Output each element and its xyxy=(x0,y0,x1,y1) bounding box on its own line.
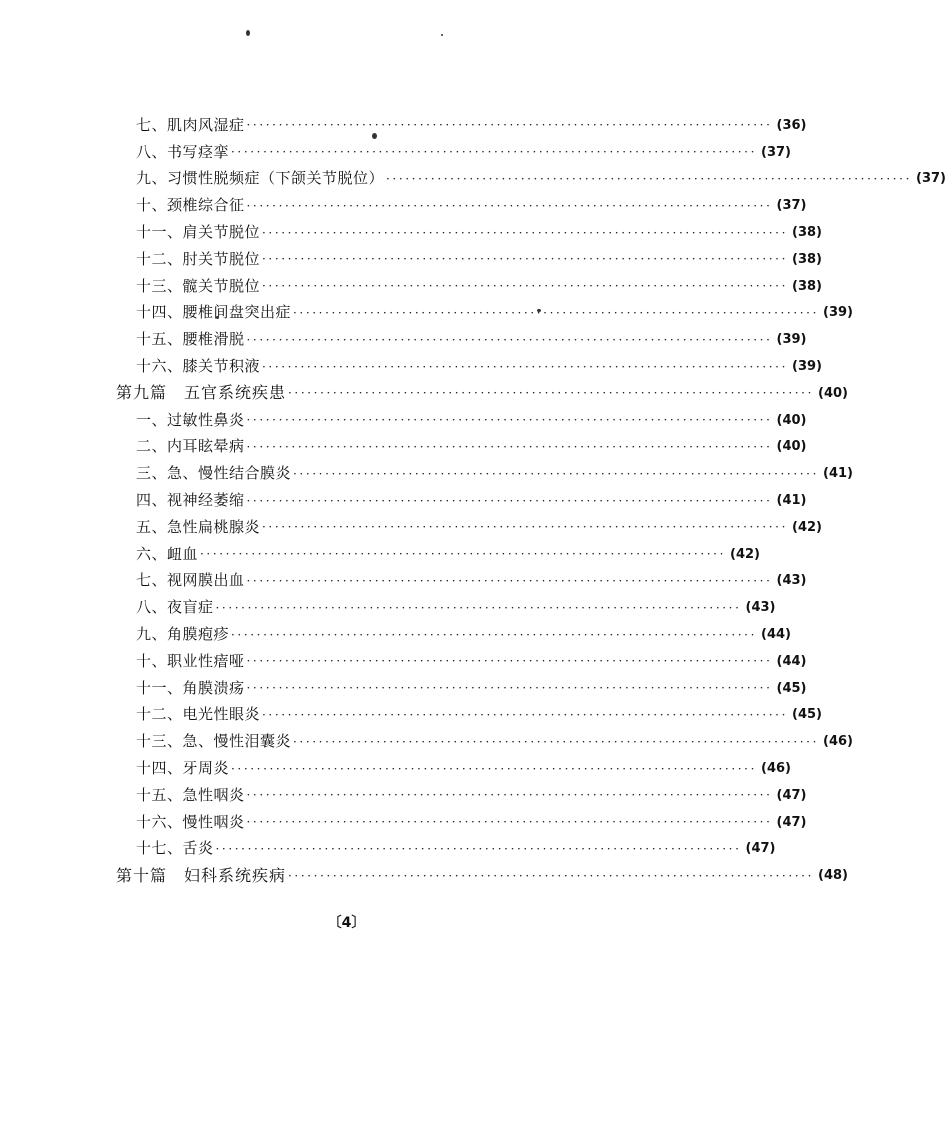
toc-entry-title: 八、书写痉挛 xyxy=(136,142,230,161)
toc-entry-title: 七、肌肉风湿症 xyxy=(136,115,245,134)
toc-entry xyxy=(116,407,807,434)
toc-entry xyxy=(116,648,807,675)
toc-page-number: (47) xyxy=(776,787,807,803)
toc-entry-title: 十三、髋关节脱位 xyxy=(136,276,261,295)
toc-page-number: (41) xyxy=(776,493,807,509)
toc-entry-title: 十四、腰椎间盘突出症 xyxy=(136,303,292,322)
toc-page-number: (38) xyxy=(792,251,822,267)
toc-page-number: (40) xyxy=(818,385,848,401)
toc-leader-dots: ·················································································· xyxy=(246,654,773,669)
toc-entry-title: 十五、急性咽炎 xyxy=(136,785,245,804)
toc-section-heading xyxy=(116,862,848,889)
toc-page-number: (37) xyxy=(776,198,807,214)
toc-page-number: (40) xyxy=(776,412,807,428)
toc-leader-dots: ·················································································· xyxy=(293,305,819,320)
toc-entry-title: 十一、肩关节脱位 xyxy=(136,223,261,242)
toc-page-number: (48) xyxy=(818,868,848,884)
toc-leader-dots: ·················································································· xyxy=(215,841,742,856)
toc-entry xyxy=(116,594,776,621)
toc-page-number: (47) xyxy=(745,841,776,857)
toc-entry xyxy=(116,166,946,193)
toc-entry xyxy=(116,219,822,246)
toc-page-number: (43) xyxy=(776,573,807,589)
toc-leader-dots: ·················································································· xyxy=(246,118,773,133)
toc-entry-title: 十二、电光性眼炎 xyxy=(136,705,261,724)
toc-leader-dots: ·················································································· xyxy=(262,359,788,374)
toc-entry xyxy=(116,326,807,353)
toc-page-number: (37) xyxy=(916,171,946,187)
toc-page-number: (46) xyxy=(761,761,791,777)
toc-entry-title: 十二、肘关节脱位 xyxy=(136,249,261,268)
toc-leader-dots: ·················································································· xyxy=(231,761,757,776)
toc-entry xyxy=(116,836,776,863)
toc-entry-title: 一、过敏性鼻炎 xyxy=(136,410,245,429)
toc-leader-dots: ·················································································· xyxy=(246,788,773,803)
toc-leader-dots: ·················································································· xyxy=(246,413,773,428)
toc-page-number: (44) xyxy=(761,627,791,643)
toc-leader-dots: ·················································································· xyxy=(293,466,819,481)
toc-leader-dots: ·················································································· xyxy=(262,520,788,535)
toc-entry-title: 十三、急、慢性泪囊炎 xyxy=(136,732,292,751)
toc-entry xyxy=(116,112,807,139)
toc-page-number: (41) xyxy=(823,466,853,482)
toc-entry xyxy=(116,541,760,568)
toc-page-number: (38) xyxy=(792,278,822,294)
toc-page-number: (39) xyxy=(792,359,822,375)
toc-page-number: (40) xyxy=(776,439,807,455)
toc-entry-title: 二、内耳眩晕病 xyxy=(136,437,245,456)
toc-page-number: (45) xyxy=(792,707,822,723)
toc-leader-dots: ·················································································· xyxy=(246,439,773,454)
toc-page-number: (44) xyxy=(776,653,807,669)
toc-entry-title: 九、习惯性脱频症（下颌关节脱位） xyxy=(136,169,385,188)
toc-page-number: (39) xyxy=(823,305,853,321)
table-of-contents xyxy=(116,112,946,889)
toc-section-heading xyxy=(116,380,848,407)
toc-page-number: (42) xyxy=(792,519,822,535)
toc-leader-dots: ·················································································· xyxy=(200,547,726,562)
toc-entry-title: 十一、角膜溃疡 xyxy=(136,678,245,697)
toc-page-number: (43) xyxy=(745,600,776,616)
toc-leader-dots: ·················································································· xyxy=(246,198,773,213)
toc-leader-dots: ·················································································· xyxy=(246,493,773,508)
toc-entry xyxy=(116,755,791,782)
toc-entry-title: 九、角膜疱疹 xyxy=(136,625,230,644)
toc-entry-title: 三、急、慢性结合膜炎 xyxy=(136,464,292,483)
toc-leader-dots: ·················································································· xyxy=(386,171,912,186)
scan-speck xyxy=(246,30,250,36)
toc-entry-title: 七、视网膜出血 xyxy=(136,571,245,590)
toc-entry xyxy=(116,434,807,461)
toc-leader-dots: ·················································································· xyxy=(262,252,788,267)
toc-entry-title: 十六、慢性咽炎 xyxy=(136,812,245,831)
toc-entry-title: 十七、舌炎 xyxy=(136,839,214,858)
toc-leader-dots: ·················································································· xyxy=(262,279,788,294)
toc-page-number: (37) xyxy=(761,144,791,160)
toc-entry xyxy=(116,487,807,514)
toc-section-title: 第十篇 妇科系统疾病 xyxy=(116,865,287,885)
toc-page-number: (47) xyxy=(776,814,807,830)
toc-entry xyxy=(116,192,807,219)
toc-entry-title: 十、职业性瘖哑 xyxy=(136,651,245,670)
toc-entry xyxy=(116,460,853,487)
toc-leader-dots: ·················································································· xyxy=(246,573,773,588)
toc-entry xyxy=(116,273,822,300)
toc-leader-dots: ·················································································· xyxy=(246,681,773,696)
toc-page-number: (39) xyxy=(776,332,807,348)
toc-entry-title: 十、颈椎综合征 xyxy=(136,196,245,215)
toc-leader-dots: ·················································································· xyxy=(293,734,819,749)
toc-entry-title: 十五、腰椎滑脱 xyxy=(136,330,245,349)
toc-entry xyxy=(116,139,791,166)
toc-leader-dots: ·················································································· xyxy=(231,627,757,642)
toc-leader-dots: ·················································································· xyxy=(246,332,773,347)
toc-entry xyxy=(116,702,822,729)
toc-leader-dots: ·················································································· xyxy=(262,707,788,722)
toc-entry xyxy=(116,782,807,809)
toc-section-title: 第九篇 五官系统疾患 xyxy=(116,383,287,403)
toc-entry-title: 十六、膝关节积液 xyxy=(136,357,261,376)
toc-leader-dots: ·················································································· xyxy=(215,600,742,615)
toc-page-number: (36) xyxy=(776,117,807,133)
toc-leader-dots: ·················································································· xyxy=(288,386,814,401)
toc-entry xyxy=(116,675,807,702)
scan-speck xyxy=(441,34,443,36)
toc-entry xyxy=(116,514,822,541)
toc-entry-title: 五、急性扁桃腺炎 xyxy=(136,517,261,536)
toc-page-number: (42) xyxy=(730,546,760,562)
toc-leader-dots: ·················································································· xyxy=(231,145,757,160)
toc-entry xyxy=(116,728,853,755)
page-number-folio: 〔4〕 xyxy=(327,915,366,931)
toc-page-number: (45) xyxy=(776,680,807,696)
toc-entry xyxy=(116,300,853,327)
toc-entry-title: 四、视神经萎缩 xyxy=(136,491,245,510)
toc-entry xyxy=(116,621,791,648)
toc-entry-title: 八、夜盲症 xyxy=(136,598,214,617)
toc-entry xyxy=(116,246,822,273)
toc-leader-dots: ·················································································· xyxy=(262,225,788,240)
toc-leader-dots: ·················································································· xyxy=(288,868,814,883)
toc-entry xyxy=(116,809,807,836)
toc-entry xyxy=(116,353,822,380)
toc-page-number: (46) xyxy=(823,734,853,750)
toc-entry-title: 十四、牙周炎 xyxy=(136,759,230,778)
toc-entry-title: 六、衄血 xyxy=(136,544,199,563)
toc-page-number: (38) xyxy=(792,225,822,241)
toc-leader-dots: ·················································································· xyxy=(246,815,773,830)
toc-entry xyxy=(116,568,807,595)
